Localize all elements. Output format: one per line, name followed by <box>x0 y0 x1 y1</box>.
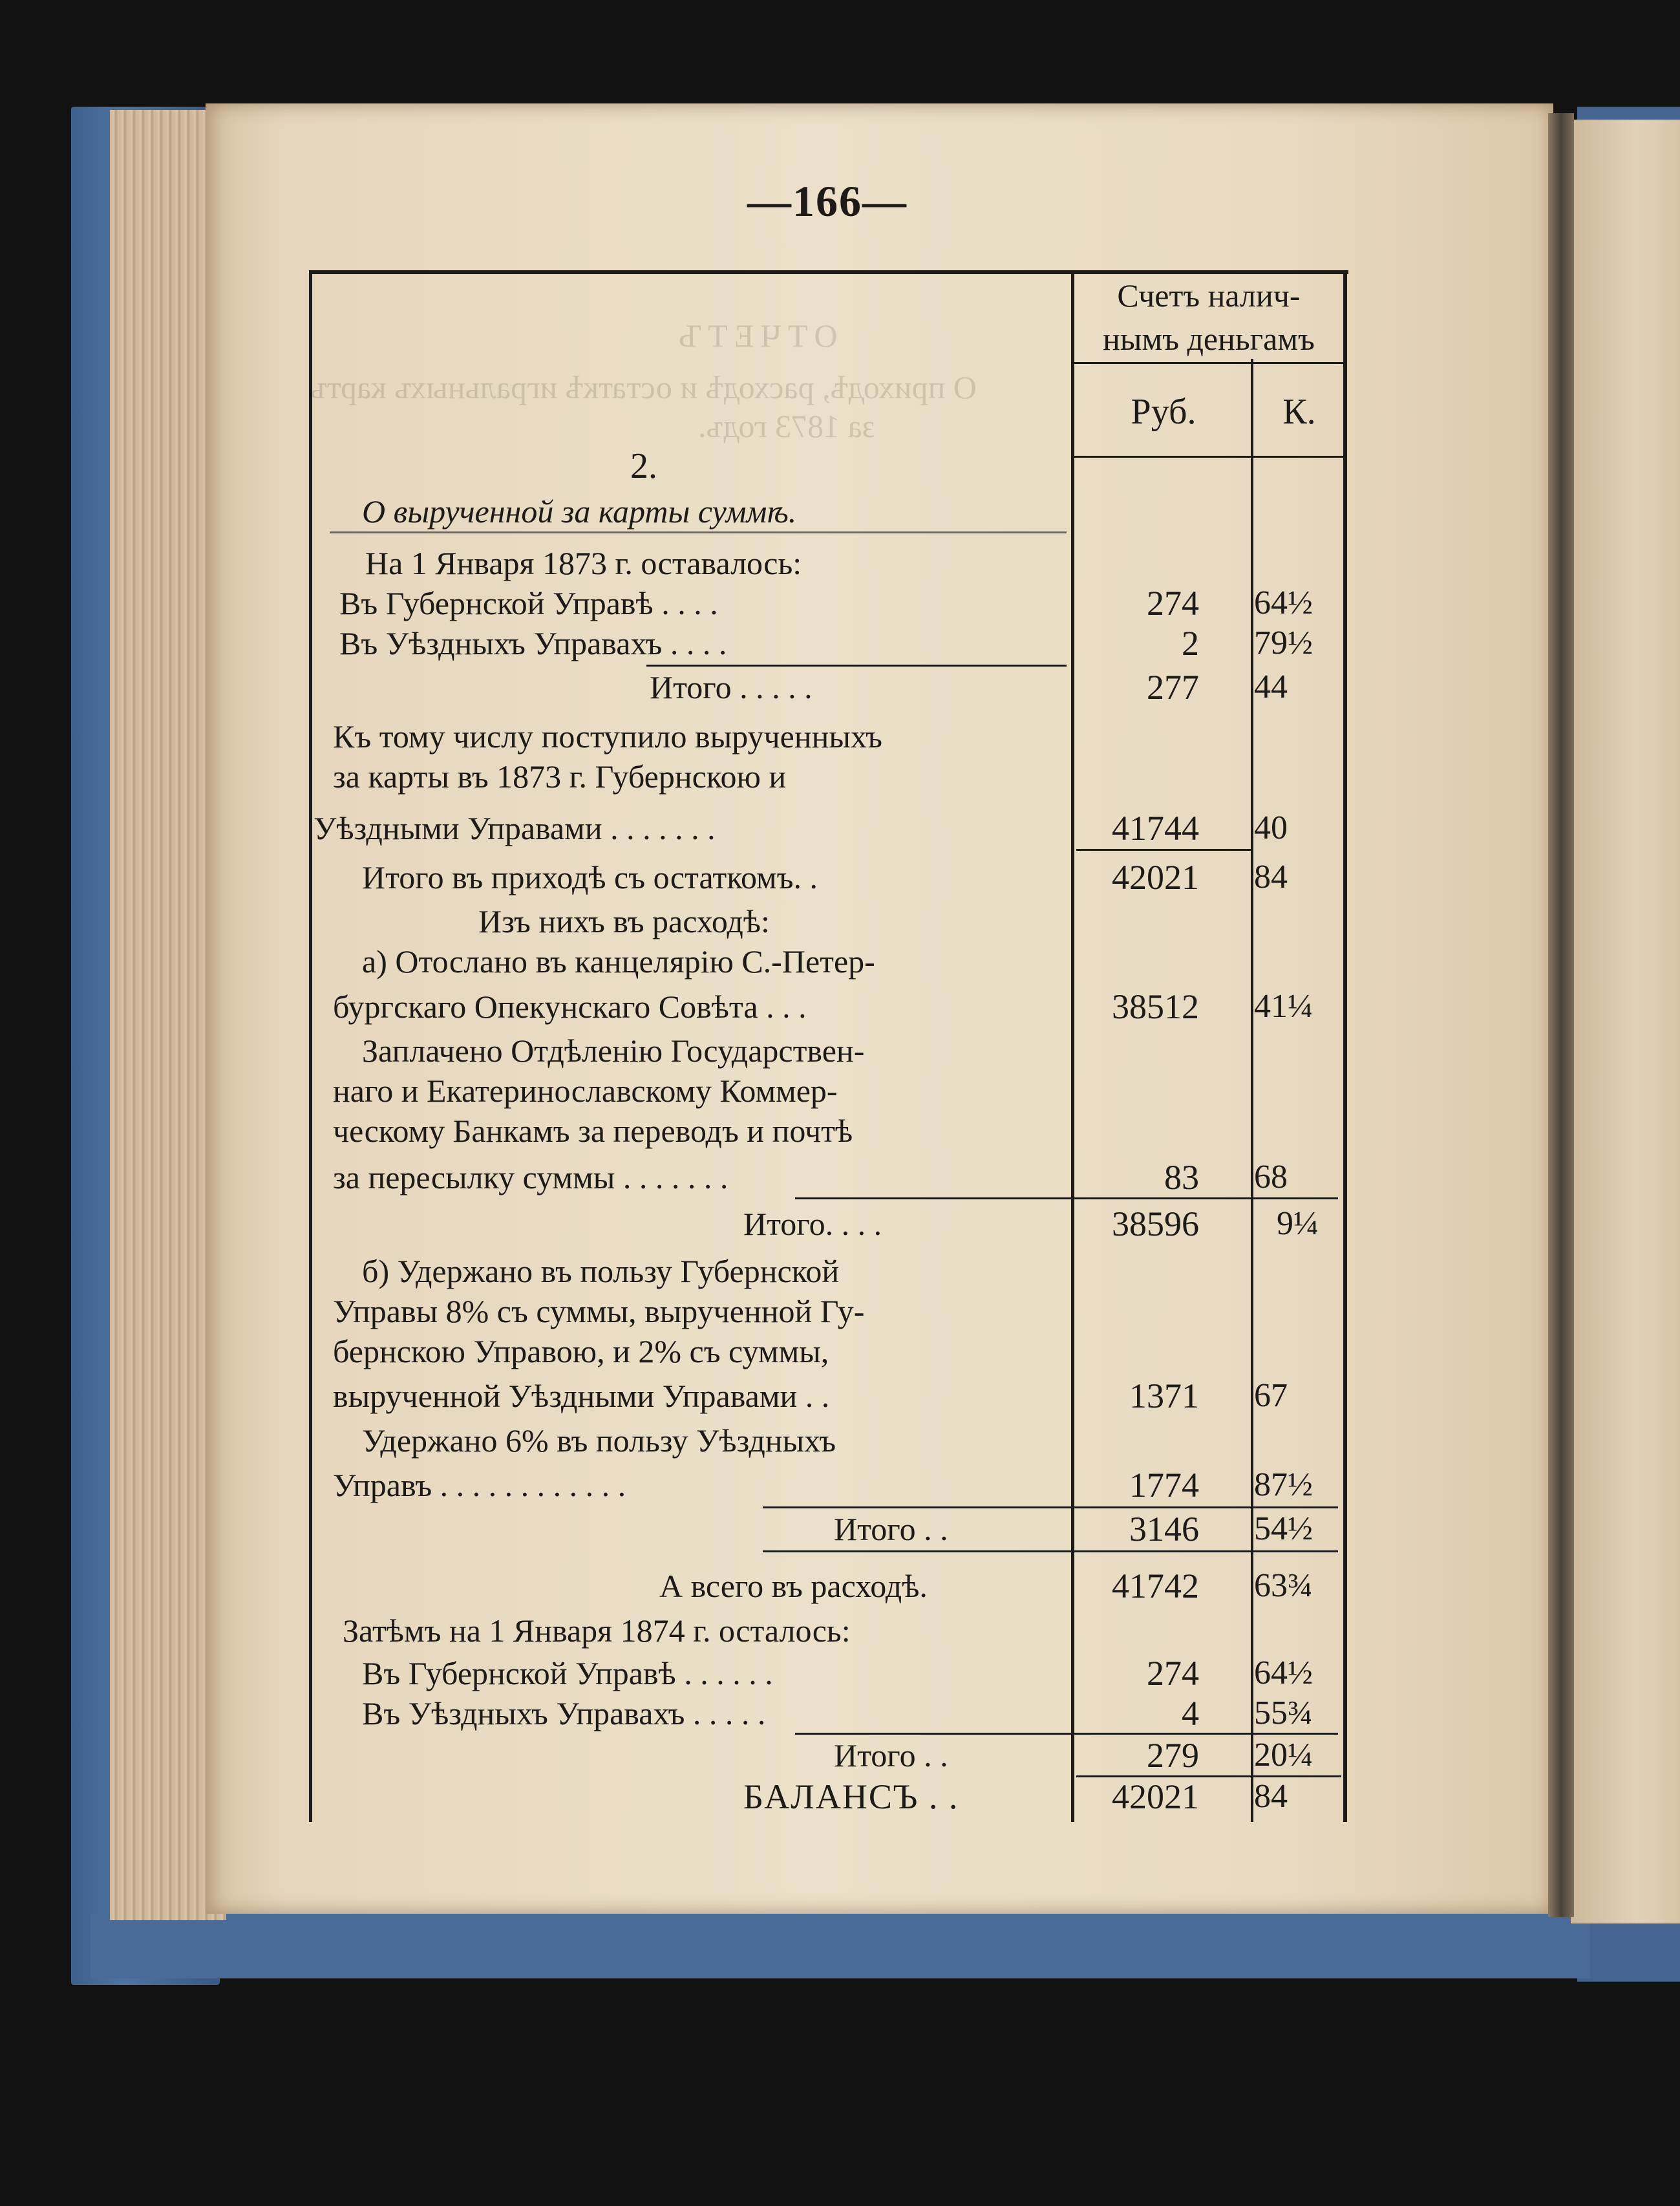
bleed-through-year: за 1873 годъ. <box>698 408 875 444</box>
row-expense-a-line-2: бургскаго Опекунскаго Совѣта . . . <box>333 989 807 1025</box>
row-expense-b-line-3: бернскою Управою, и 2% съ суммы, <box>333 1333 829 1369</box>
row-withheld-uezd-line-2: Управъ . . . . . . . . . . . . <box>333 1467 626 1503</box>
rub-expense-b: 1371 <box>1129 1376 1199 1415</box>
header-rule <box>1073 362 1345 364</box>
page-number: —166— <box>747 177 908 226</box>
row-withheld-uezd-line-1: Удержано 6% въ пользу Уѣздныхъ <box>362 1422 836 1459</box>
row-total-expenses: А всего въ расходѣ. <box>659 1568 928 1604</box>
kop-total-a: 9¼ <box>1277 1205 1319 1242</box>
row-opening-balance: На 1 Января 1873 г. оставалось: <box>365 545 802 581</box>
row-received-line-3: Уѣздными Управами . . . . . . . <box>314 810 716 846</box>
row-total-opening: Итого . . . . . <box>650 669 813 705</box>
rub-total-a: 38596 <box>1112 1205 1199 1243</box>
section-number: 2. <box>630 446 657 486</box>
subtotal-rule-5 <box>763 1550 1338 1552</box>
section-title-rule <box>330 531 1067 533</box>
rub-uezd-1873: 2 <box>1182 624 1199 663</box>
kop-total-income: 84 <box>1254 859 1288 895</box>
rub-total-income: 42021 <box>1112 858 1199 897</box>
row-total-a: Итого. . . . <box>743 1206 882 1242</box>
subtotal-rule-6 <box>795 1733 1338 1735</box>
rub-column-header: Руб. <box>1131 392 1196 432</box>
rub-gubernia-1874: 274 <box>1147 1654 1199 1693</box>
row-closing-balance: Затѣмъ на 1 Января 1874 г. осталось: <box>343 1612 851 1649</box>
kop-balance: 84 <box>1254 1778 1288 1815</box>
bleed-through-title: ОТЧЕТЪ <box>672 317 838 354</box>
kop-total-expenses: 63¾ <box>1254 1567 1313 1604</box>
rub-total-b: 3146 <box>1129 1510 1199 1548</box>
kop-withheld-uezd: 87½ <box>1254 1466 1313 1503</box>
rub-total-expenses: 41742 <box>1112 1567 1199 1605</box>
subtotal-rule-2 <box>1076 849 1251 851</box>
kop-received: 40 <box>1254 809 1288 846</box>
kop-column-header: К. <box>1282 392 1316 432</box>
rub-gubernia-1873: 274 <box>1147 584 1199 623</box>
row-uezd-1873: Въ Уѣздныхъ Управахъ . . . . <box>339 625 727 661</box>
rub-withheld-uezd: 1774 <box>1129 1466 1199 1505</box>
row-expense-b-line-4: вырученной Уѣздными Управами . . <box>333 1378 830 1414</box>
row-gubernia-1873: Въ Губернской Управѣ . . . . <box>339 585 718 621</box>
kop-total-opening: 44 <box>1254 669 1288 705</box>
row-gubernia-1874: Въ Губернской Управѣ . . . . . . <box>362 1655 773 1691</box>
kop-uezd-1873: 79½ <box>1254 625 1313 661</box>
rub-received: 41744 <box>1112 809 1199 848</box>
subtotal-rule-1 <box>646 665 1067 667</box>
subtotal-rule-4 <box>763 1506 1338 1508</box>
row-paid-line-4: за пересылку суммы . . . . . . . <box>333 1159 728 1195</box>
kop-gubernia-1874: 64½ <box>1254 1654 1313 1691</box>
row-expense-b-line-2: Управы 8% съ суммы, вырученной Гу- <box>333 1293 865 1329</box>
rub-uezd-1874: 4 <box>1182 1694 1199 1733</box>
row-paid-line-1: Заплачено Отдѣленію Государствен- <box>362 1033 865 1069</box>
row-received-line-1: Къ тому числу поступило вырученныхъ <box>333 718 882 755</box>
rub-balance: 42021 <box>1112 1777 1199 1816</box>
column-title-line-1: Счетъ налич- <box>1117 277 1301 314</box>
row-paid-line-2: наго и Екатеринославскому Коммер- <box>333 1073 838 1109</box>
kop-expense-b: 67 <box>1254 1377 1288 1414</box>
row-total-closing: Итого . . <box>834 1737 948 1773</box>
kop-paid: 68 <box>1254 1159 1288 1195</box>
row-expenses-heading: Изъ нихъ въ расходѣ: <box>478 903 770 939</box>
bleed-through-subtitle: О приходѣ, расходѣ и остаткѣ игральныхъ картъ <box>310 369 977 405</box>
book-cover-bottom <box>90 1914 1590 1978</box>
kop-expense-a: 41¼ <box>1254 988 1313 1025</box>
rub-total-opening: 277 <box>1147 668 1199 707</box>
subtotal-rule-3 <box>795 1197 1338 1199</box>
row-expense-a-line-1: а) Отослано въ канцелярію С.-Петер- <box>362 943 875 980</box>
row-expense-b-line-1: б) Удержано въ пользу Губернской <box>362 1253 840 1289</box>
row-uezd-1874: Въ Уѣздныхъ Управахъ . . . . . <box>362 1695 766 1731</box>
row-total-b: Итого . . <box>834 1511 948 1547</box>
table-top-rule <box>310 270 1348 274</box>
column-title-line-2: нымъ деньгамъ <box>1103 321 1315 357</box>
row-paid-line-3: ческому Банкамъ за переводъ и почтѣ <box>333 1113 853 1149</box>
rub-total-closing: 279 <box>1147 1736 1199 1775</box>
kop-uezd-1874: 55¾ <box>1254 1695 1313 1731</box>
section-title: О вырученной за карты суммѣ. <box>362 493 797 530</box>
table-left-rule <box>309 270 312 1822</box>
kop-total-closing: 20¼ <box>1254 1737 1313 1773</box>
rub-expense-a: 38512 <box>1112 987 1199 1026</box>
facing-page <box>1571 120 1680 1923</box>
row-received-line-2: за карты въ 1873 г. Губернскою и <box>333 758 787 795</box>
book-gutter <box>1548 113 1574 1917</box>
rub-paid: 83 <box>1164 1158 1199 1197</box>
row-balance: БАЛАНСЪ . . <box>743 1777 959 1816</box>
row-total-income: Итого въ приходѣ съ остаткомъ. . <box>362 859 818 895</box>
kop-gubernia-1873: 64½ <box>1254 584 1313 621</box>
kop-total-b: 54½ <box>1254 1510 1313 1547</box>
